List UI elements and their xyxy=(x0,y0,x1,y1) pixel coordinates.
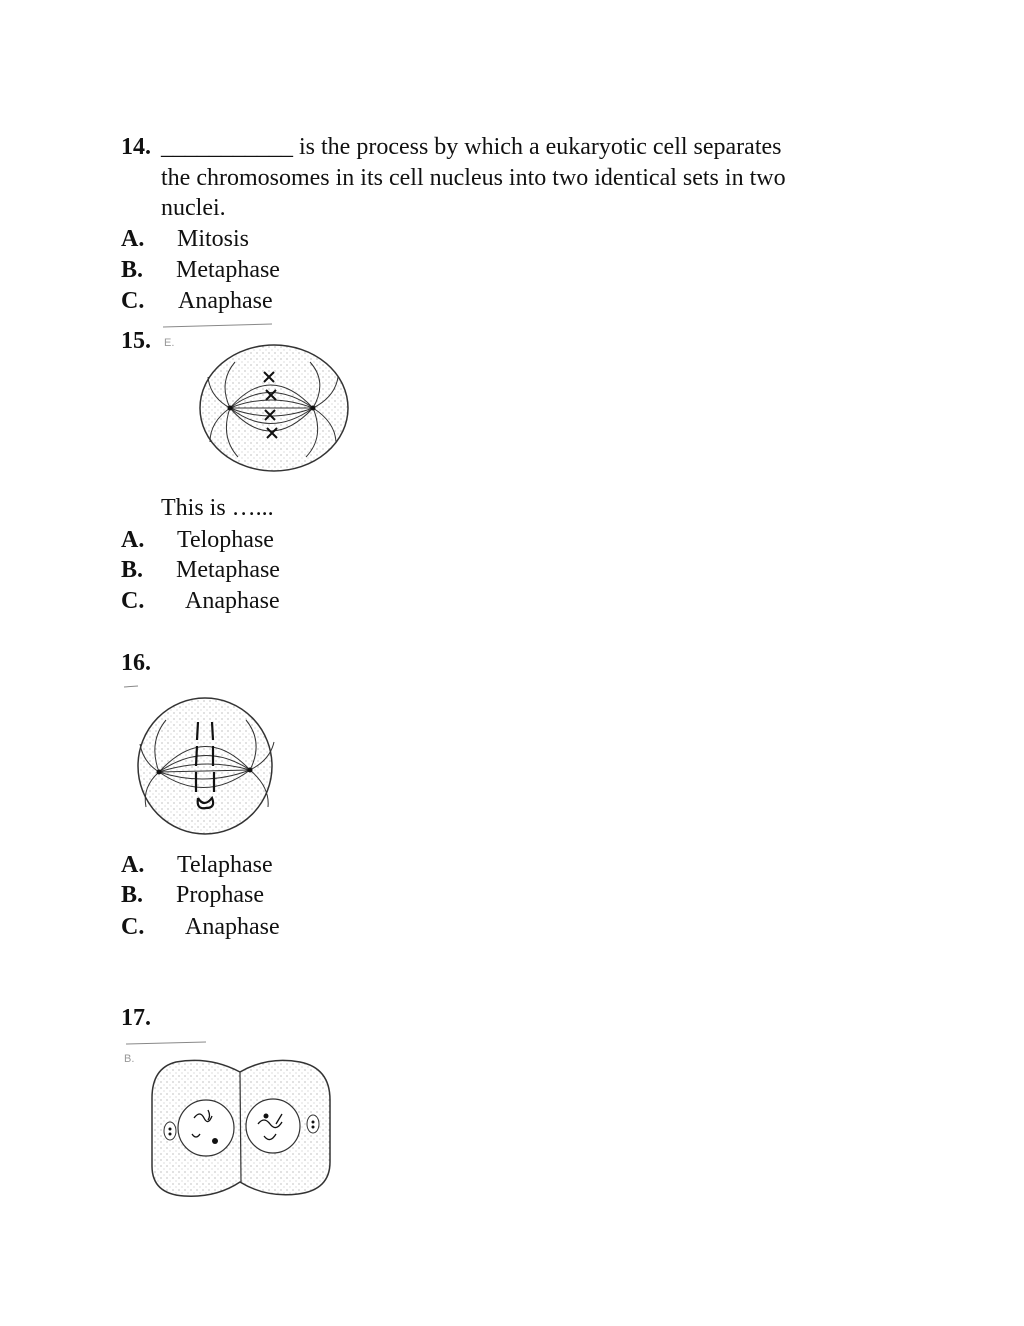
q14-option-c-letter: C. xyxy=(121,288,145,314)
question-16-number: 16. xyxy=(121,650,151,676)
q16-option-a-letter: A. xyxy=(121,852,145,878)
q14-option-a: Mitosis xyxy=(177,226,250,252)
q16-option-b: Prophase xyxy=(176,882,264,908)
q15-option-b-letter: B. xyxy=(121,557,144,583)
q15-option-b: Metaphase xyxy=(176,557,280,583)
question-14-blank: ___________ xyxy=(161,134,293,160)
question-17-number: 17. xyxy=(121,1005,151,1031)
question-14-line-3: nuclei. xyxy=(161,195,226,221)
figure-15-tag: E. xyxy=(164,337,175,349)
question-14-number: 14. xyxy=(121,134,151,160)
q15-option-c: Anaphase xyxy=(185,588,280,614)
q14-option-b: Metaphase xyxy=(176,257,280,283)
q14-option-c: Anaphase xyxy=(178,288,273,314)
question-15-prompt: This is …... xyxy=(161,495,274,521)
q15-option-a-letter: A. xyxy=(121,527,145,553)
anaphase-cell-figure xyxy=(118,682,298,838)
question-14-text: is the process by which a eukaryotic cell separates xyxy=(299,134,782,160)
question-15-number: 15. xyxy=(121,328,151,354)
q15-option-c-letter: C. xyxy=(121,588,145,614)
q16-option-b-letter: B. xyxy=(121,882,144,908)
question-14-line-2: the chromosomes in its cell nucleus into two identical sets in two xyxy=(161,165,786,191)
q15-option-a: Telophase xyxy=(177,527,274,553)
q16-option-c: Anaphase xyxy=(185,914,280,940)
metaphase-cell-figure xyxy=(160,322,360,478)
q14-option-b-letter: B. xyxy=(121,257,144,283)
question-14-line-1 xyxy=(161,132,781,162)
q16-option-a: Telaphase xyxy=(177,852,273,878)
figure-17-tag: B. xyxy=(124,1053,135,1065)
q16-option-c-letter: C. xyxy=(121,914,145,940)
telophase-cell-figure xyxy=(118,1038,350,1204)
q14-option-a-letter: A. xyxy=(121,226,145,252)
